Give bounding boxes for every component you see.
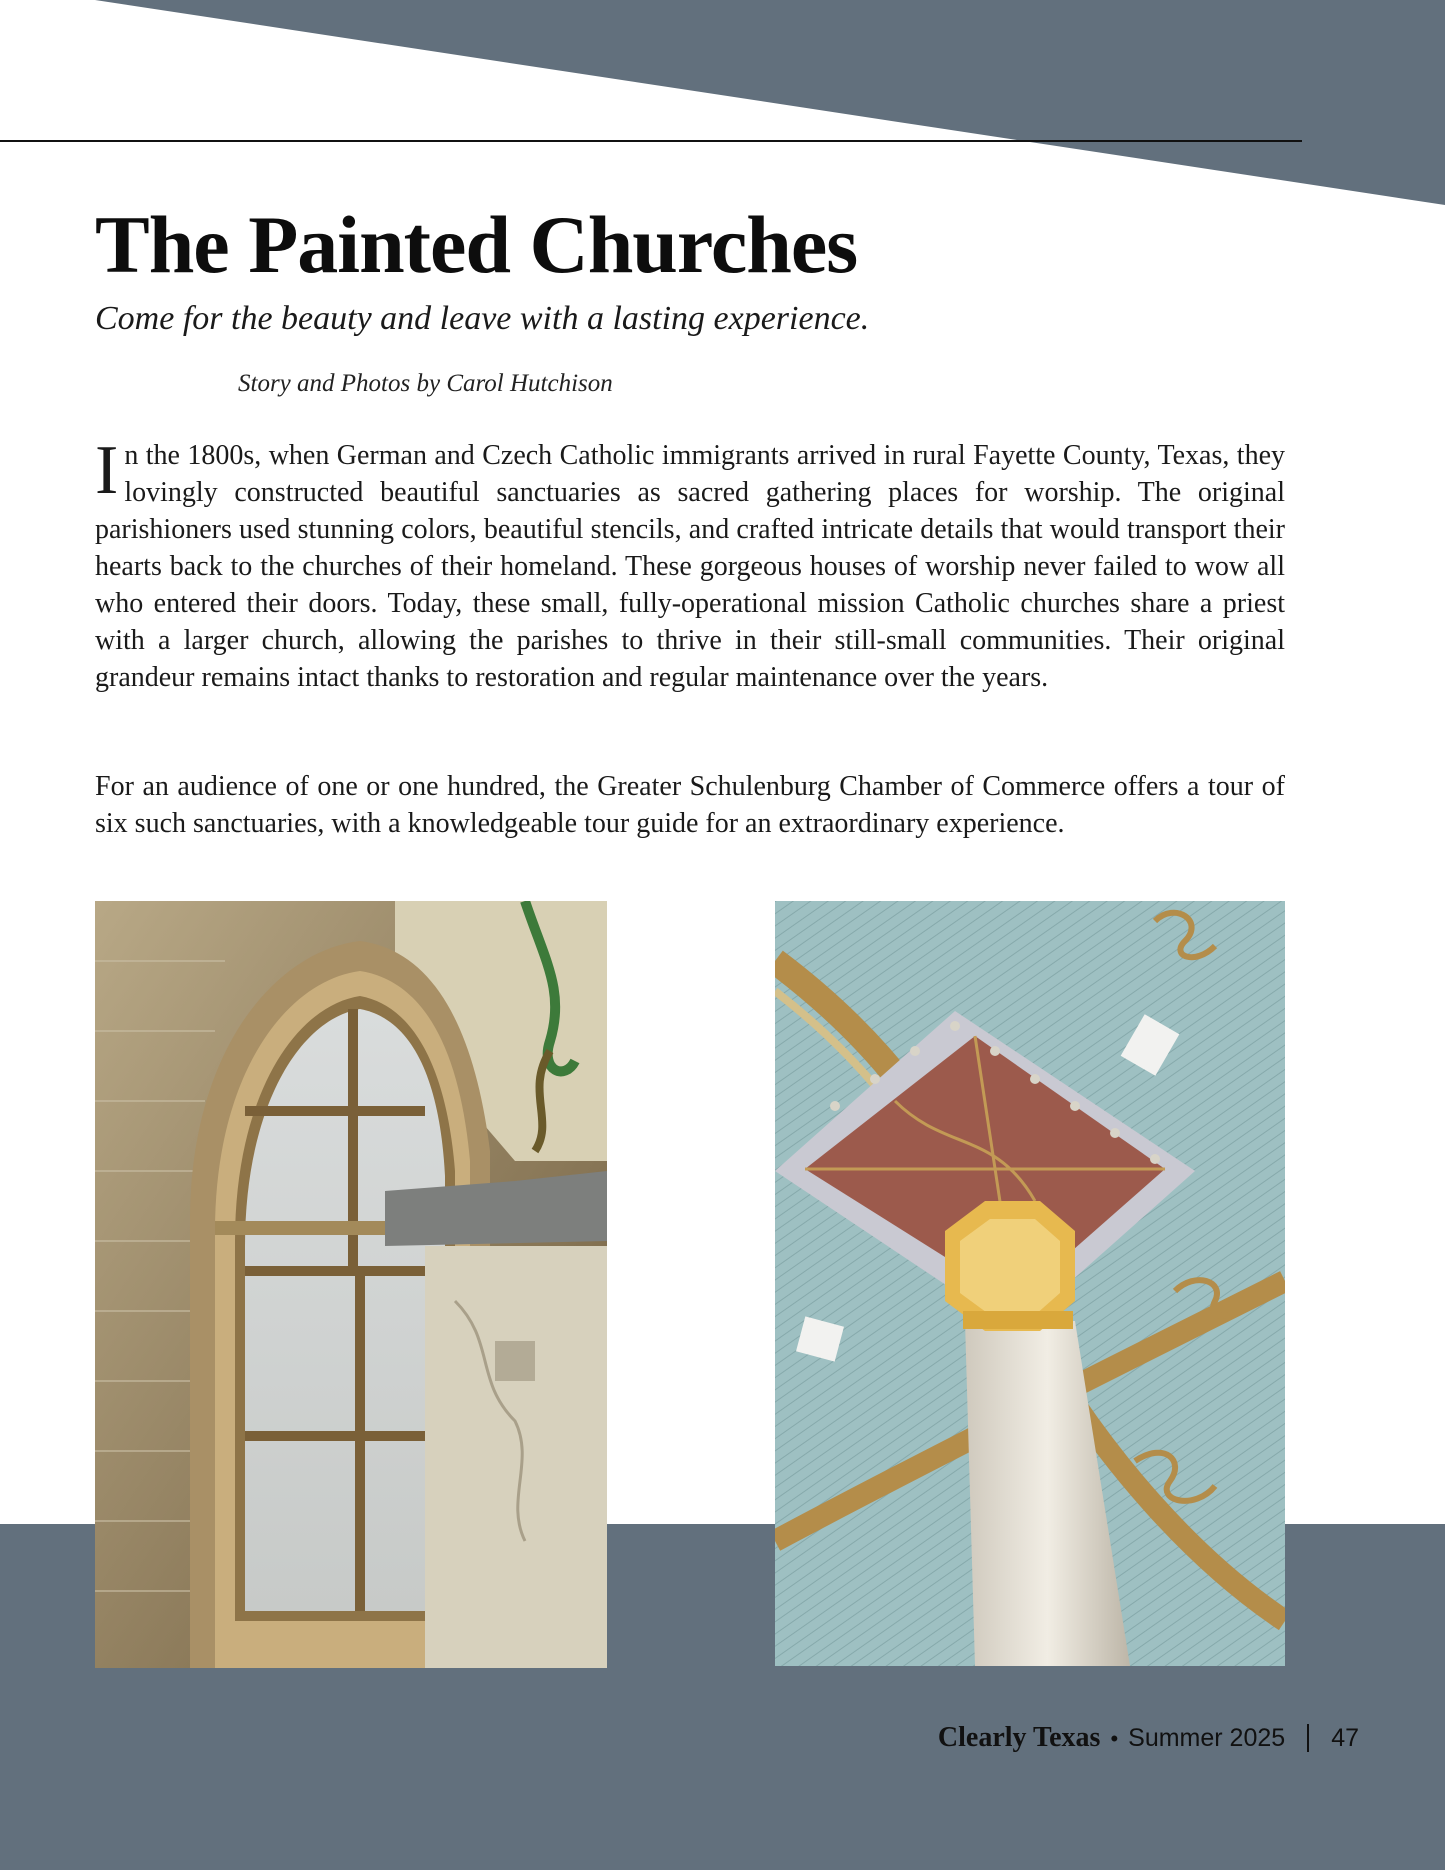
body-paragraph-2: For an audience of one or one hundred, the Greater Schulenburg Chamber of Commerce offers a tour of six such sanctuaries, with a knowledgeable tour guide for an extraordinary experience. [95, 771, 1285, 839]
article-subtitle: Come for the beauty and leave with a lasting experience. [95, 300, 870, 337]
photo-painted-ceiling [775, 901, 1285, 1666]
article-byline: Story and Photos by Carol Hutchison [238, 370, 613, 397]
header-rule [0, 140, 1302, 142]
footer-magazine-name: Clearly Texas [937, 1722, 1101, 1753]
top-slanted-band [0, 0, 1445, 210]
footer-bullet: • [1110, 1726, 1119, 1751]
footer-issue: Summer 2025 [1128, 1724, 1286, 1752]
photo-arched-window [95, 901, 607, 1668]
footer-separator [1307, 1724, 1309, 1752]
body-paragraph-1 [95, 432, 1285, 696]
page-footer [938, 1722, 1359, 1754]
body-paragraph-1-text: n the 1800s, when German and Czech Catholic immigrants arrived in rural Fayette County, Texas, they lovingly constructed beautiful sanctuaries as sacred gathering places for worship. The original parishioners used stunning colors, beautiful stencils, and crafted intricate details that would transport their hearts back to the churches of their homeland. These gorgeous houses of worship never failed to wow all who entered their doors. Today, these small, fully-operational mission Catholic churches share a priest with a larger church, allowing the parishes to thrive in their still-small communities. Their original grandeur remains intact thanks to restoration and regular maintenance over the years. [95, 440, 1285, 693]
drop-cap: I [95, 432, 119, 509]
footer-page-number: 47 [1331, 1724, 1359, 1752]
article-title: The Painted Churches [95, 199, 858, 290]
